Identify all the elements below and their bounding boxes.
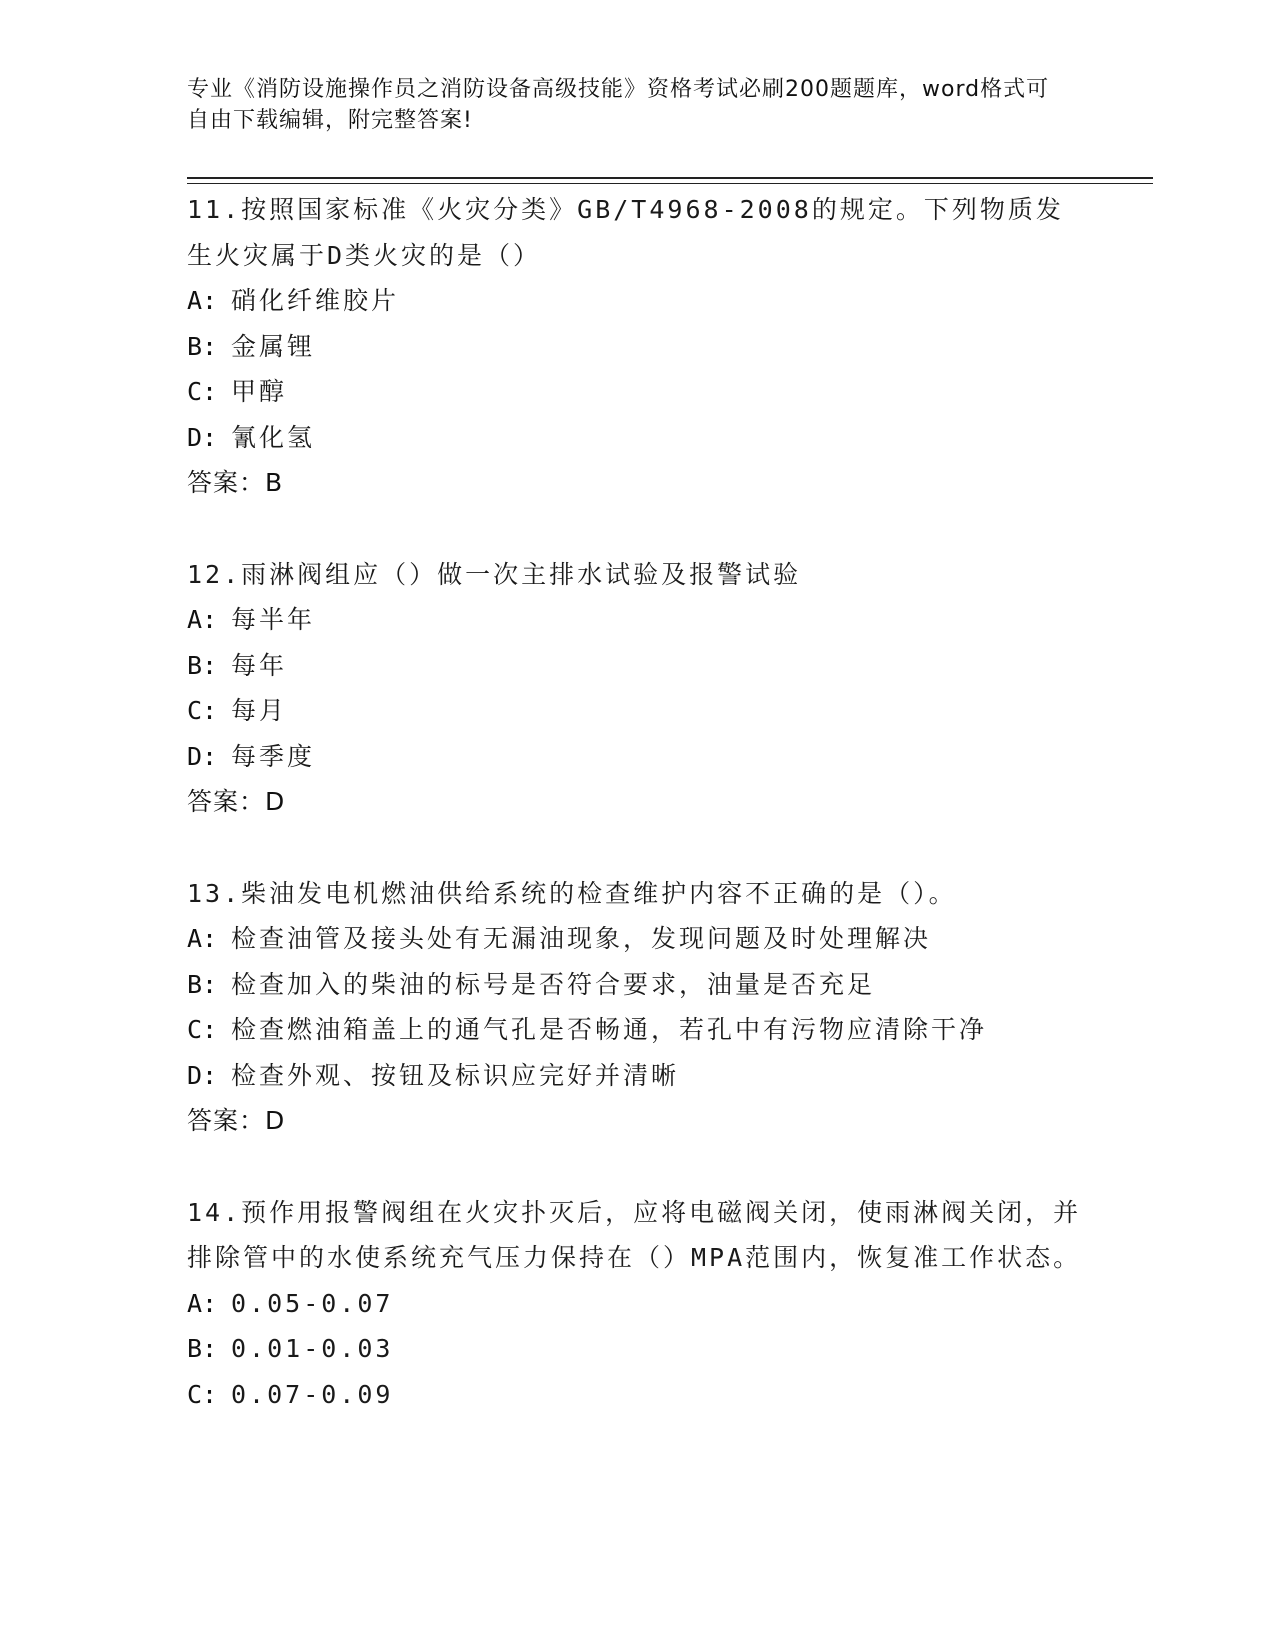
option-key: C:: [187, 377, 218, 406]
option-c: [187, 1007, 1087, 1053]
option-text: 金属锂: [231, 331, 316, 361]
question-text: 11.按照国家标准《火灾分类》GB/T4968-2008的规定。下列物质发生火灾属于D类火灾的是（）: [187, 195, 1064, 270]
option-text: 0.07-0.09: [231, 1379, 394, 1409]
answer-value: D: [265, 787, 286, 816]
option-text: 甲醇: [231, 377, 288, 406]
option-text: 检查加入的柴油的标号是否符合要求，油量是否充足: [231, 969, 876, 999]
option-c: [187, 1372, 1087, 1418]
option-text: 每季度: [231, 741, 316, 771]
document-header: 专业《消防设施操作员之消防设备高级技能》资格考试必刷200题题库，word格式可自由下载编辑，附完整答案!: [187, 77, 1050, 133]
option-b: [187, 1326, 1087, 1372]
option-key: A:: [187, 286, 218, 315]
option-key: C:: [187, 696, 218, 725]
question-text: 14.预作用报警阀组在火灾扑灭后，应将电磁阀关闭，使雨淋阀关闭，并排除管中的水使系统充气压力保持在（）MPA范围内，恢复准工作状态。: [187, 1197, 1082, 1272]
option-text: 检查燃油箱盖上的通气孔是否畅通，若孔中有污物应清除干净: [231, 1015, 988, 1044]
answer-label: 答案：: [187, 1106, 266, 1135]
option-text: 氰化氢: [231, 422, 316, 452]
answer-row: [187, 779, 1087, 825]
header-rule-thin: [187, 183, 1153, 184]
option-key: B:: [187, 650, 218, 680]
option-key: D:: [187, 1060, 218, 1090]
question-text: 13.柴油发电机燃油供给系统的检查维护内容不正确的是（）。: [187, 878, 957, 908]
option-key: C:: [187, 1015, 218, 1044]
option-a: [187, 597, 1087, 643]
question-14: [187, 1190, 1087, 1418]
option-text: 每年: [231, 650, 288, 680]
option-text: 检查油管及接头处有无漏油现象，发现问题及时处理解决: [231, 924, 932, 953]
option-b: [187, 643, 1087, 689]
option-d: [187, 734, 1087, 780]
option-text: 0.01-0.03: [231, 1334, 394, 1363]
question-12: [187, 552, 1087, 825]
option-key: B:: [187, 331, 218, 361]
answer-label: 答案：: [187, 787, 266, 816]
option-key: A:: [187, 924, 218, 953]
option-d: [187, 415, 1087, 461]
option-c: [187, 369, 1087, 415]
option-text: 检查外观、按钮及标识应完好并清晰: [231, 1060, 680, 1090]
option-a: [187, 278, 1087, 324]
option-key: A:: [187, 1288, 218, 1318]
option-a: [187, 916, 1087, 962]
question-11: [187, 187, 1087, 506]
option-text: 硝化纤维胶片: [231, 286, 400, 315]
option-d: [187, 1053, 1087, 1099]
option-b: [187, 962, 1087, 1008]
answer-row: [187, 460, 1087, 506]
header-rule-thick: [187, 177, 1153, 179]
option-text: 0.05-0.07: [231, 1288, 394, 1318]
option-text: 每半年: [231, 605, 316, 634]
option-key: B:: [187, 1334, 218, 1363]
answer-row: [187, 1098, 1087, 1144]
option-text: 每月: [231, 696, 288, 725]
option-key: B:: [187, 969, 218, 999]
question-list: [187, 187, 1087, 1463]
answer-value: D: [265, 1106, 286, 1135]
question-13: [187, 871, 1087, 1144]
option-b: [187, 324, 1087, 370]
option-key: D:: [187, 422, 218, 452]
option-key: C:: [187, 1379, 218, 1409]
answer-value: B: [265, 468, 284, 497]
option-key: D:: [187, 741, 218, 771]
question-text: 12.雨淋阀组应（）做一次主排水试验及报警试验: [187, 559, 802, 589]
option-a: [187, 1281, 1087, 1327]
option-c: [187, 688, 1087, 734]
option-key: A:: [187, 605, 218, 634]
answer-label: 答案：: [187, 468, 266, 497]
